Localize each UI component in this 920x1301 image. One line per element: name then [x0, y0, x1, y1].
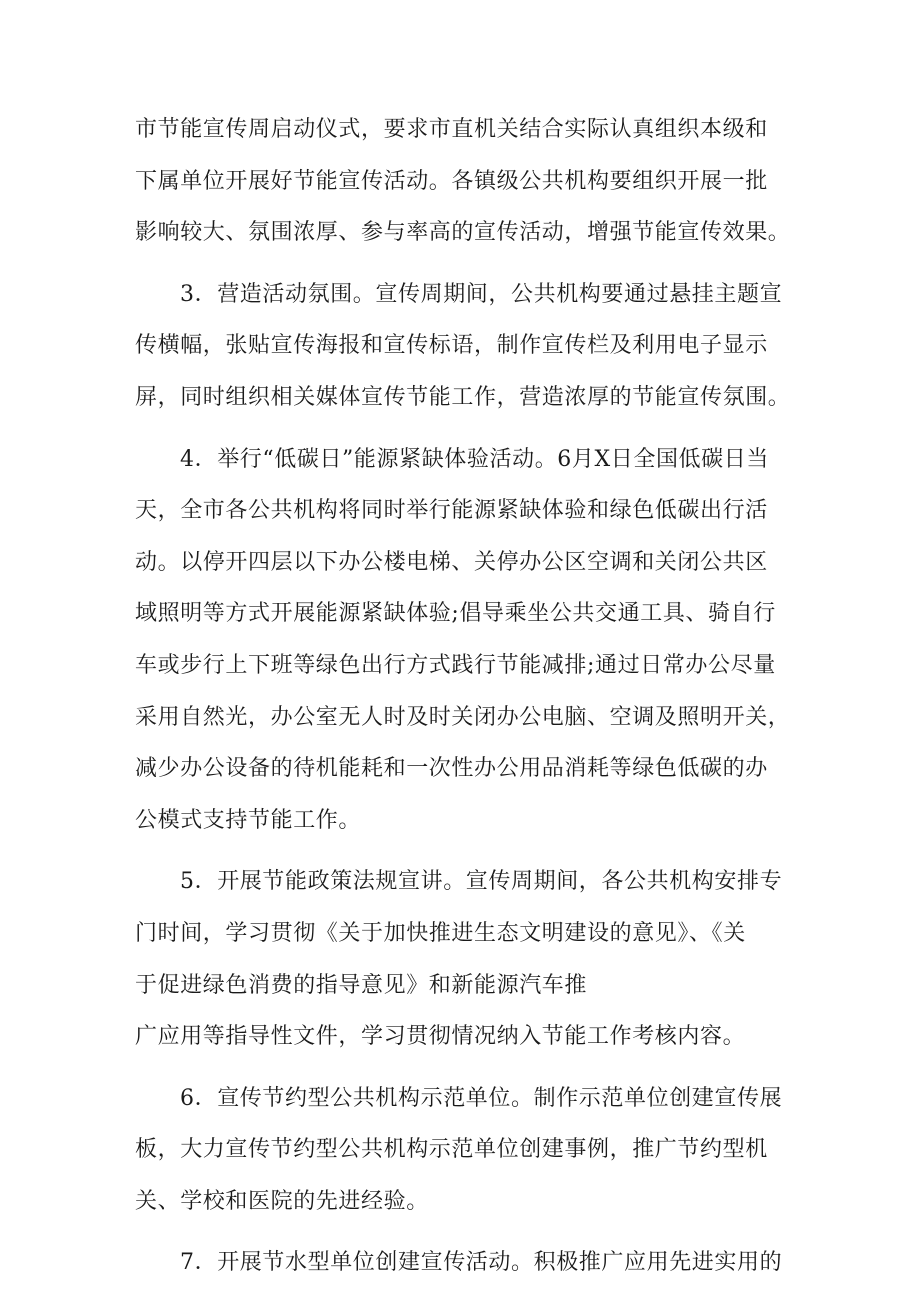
- text-line: 减少办公设备的待机能耗和一次性办公用品消耗等绿色低碳的办: [135, 756, 768, 782]
- paragraph-gap: [135, 424, 795, 434]
- paragraph-gap: [135, 846, 795, 856]
- paragraph-intro-tail: [135, 104, 795, 259]
- paragraph-gap: [135, 259, 795, 269]
- text-line: 下属单位开展好节能宣传活动。各镇级公共机构要组织开展一批: [135, 168, 768, 194]
- text-line: 天，全市各公共机构将同时举行能源紧缺体验和绿色低碳出行活: [135, 498, 768, 524]
- text-line: 关、学校和医院的先进经验。: [135, 1188, 429, 1214]
- text-line: 5．开展节能政策法规宣讲。宣传周期间，各公共机构安排专: [180, 869, 783, 895]
- text-line: 影响较大、氛围浓厚、参与率高的宣传活动，增强节能宣传效果。: [135, 220, 791, 246]
- text-line: 3．营造活动氛围。宣传周期间，公共机构要通过悬挂主题宣: [180, 281, 783, 307]
- paragraph-7: [135, 1237, 795, 1289]
- text-line: 传横幅，张贴宣传海报和宣传标语，制作宣传栏及利用电子显示: [135, 333, 768, 359]
- text-line: 公模式支持节能工作。: [135, 807, 362, 833]
- paragraph-gap: [135, 1063, 795, 1073]
- paragraph-gap: [135, 1227, 795, 1237]
- text-line: 门时间，学习贯彻《关于加快推进生态文明建设的意见》、《关: [135, 920, 746, 946]
- text-line: 板，大力宣传节约型公共机构示范单位创建事例，推广节约型机: [135, 1137, 768, 1163]
- paragraph-5: [135, 856, 795, 1062]
- text-line: 广应用等指导性文件，学习贯彻情况纳入节能工作考核内容。: [135, 1024, 746, 1050]
- text-line: 市节能宣传周启动仪式，要求市直机关结合实际认真组织本级和: [135, 117, 768, 142]
- text-line: 屏，同时组织相关媒体宣传节能工作，营造浓厚的节能宣传氛围。: [135, 384, 791, 410]
- text-line: 车或步行上下班等绿色出行方式践行节能减排;通过日常办公尽量: [135, 652, 776, 678]
- text-line: 动。以停开四层以下办公楼电梯、关停办公区空调和关闭公共区: [135, 549, 768, 575]
- text-line: 4．举行“低碳日”能源紧缺体验活动。6月X日全国低碳日当: [180, 446, 769, 472]
- text-line: 7．开展节水型单位创建宣传活动。积极推广应用先进实用的: [180, 1250, 783, 1276]
- text-line: 于促进绿色消费的指导意见》和新能源汽车推: [135, 972, 588, 998]
- paragraph-4: [135, 434, 795, 847]
- text-line: 采用自然光，办公室无人时及时关闭办公电脑、空调及照明开关，: [135, 704, 791, 730]
- document-body: [135, 104, 795, 1289]
- paragraph-6: [135, 1073, 795, 1228]
- text-line: 域照明等方式开展能源紧缺体验;倡导乘坐公共交通工具、骑自行: [135, 601, 776, 627]
- paragraph-3: [135, 269, 795, 424]
- text-line: 6．宣传节约型公共机构示范单位。制作示范单位创建宣传展: [180, 1085, 783, 1111]
